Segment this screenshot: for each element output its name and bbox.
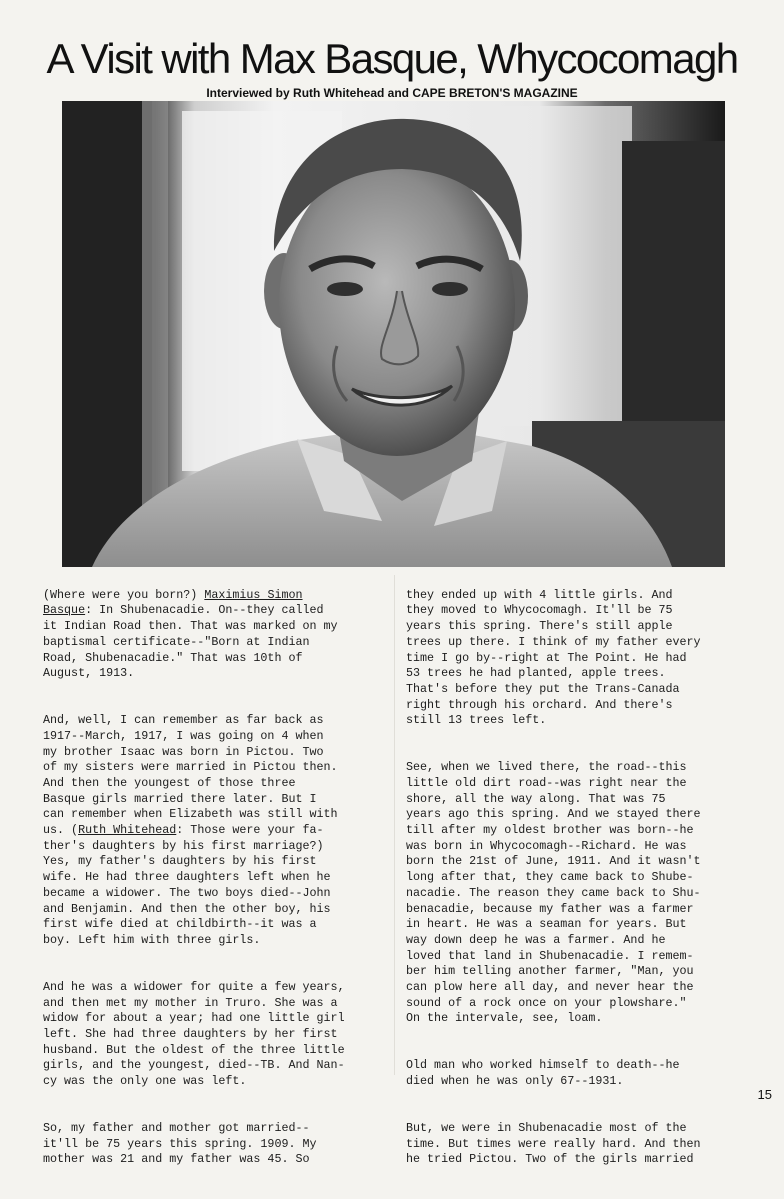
article-byline: Interviewed by Ruth Whitehead and CAPE BRETON'S MAGAZINE [206, 86, 578, 100]
right-text-column [406, 572, 751, 1199]
paragraph [43, 713, 383, 949]
paragraph: But, we were in Shubenacadie most of the time. But times were really hard. And then he tried Pictou. Two of the girls married [406, 1121, 701, 1167]
speaker-name-cont: Basque [43, 603, 86, 618]
paragraph: And he was a widower for quite a few years, and then met my mother in Truro. She was a widow for about a year; had one little girl left. She had three daughters by her first husband. But the oldest of the three little girls, and the youngest, died--TB. And Nan- cy was the only one was left. [43, 979, 345, 1089]
portrait-photo [62, 101, 725, 567]
left-text-column [43, 572, 383, 1199]
paragraph-text: : Those were your fa- ther's daughters by his first marriage?) Yes, my father's daughters by his first wife. He had three daughters left when he became a widower. The two boys died--John and Benjamin. And then the other boy, his first wife died at childbirth--it was a boy. Left him with three girls. [43, 823, 331, 947]
article-title: A Visit with Max Basque, Whycocomagh [46, 35, 738, 82]
page-number: 15 [757, 1087, 772, 1102]
interviewer-question: (Where were you born?) [43, 587, 205, 602]
interviewer-name: Ruth Whitehead [78, 823, 177, 838]
paragraph-text: And, well, I can remember as far back as 1917--March, 1917, I was going on 4 when my brother Isaac was born in Pictou. Two of my sisters were married in Pictou then. And then the youngest of those three Basque girls married there later. But I can remember when Elizabeth was still with us. ( [43, 713, 338, 838]
paragraph-text: it Indian Road then. That was marked on my baptismal certificate--"Born at Indian Road, Shubenacadie." That was 10th of August, 1913. [43, 619, 338, 681]
paragraph: So, my father and mother got married-- it'll be 75 years this spring. 1909. My mother was 21 and my father was 45. So [43, 1121, 317, 1167]
column-divider [394, 575, 395, 1075]
paragraph: See, when we lived there, the road--this little old dirt road--was right near the shore, all the way along. That was 75 years ago this spring. And we stayed there till after my oldest brother was born--he was born in Whycocomagh--Richard. He was born the 21st of June, 1911. And it wasn't long after that, they came back to Shube- nacadie. The reason they came back to Shu- benacadie, because my father was a farmer in heart. He was a seaman for years. But way down deep he was a farmer. And he loved that land in Shubenacadie. I remem- ber him telling another farmer, "Man, you can plow here all day, and never hear the sound of a rock once on your plowshare." On the intervale, see, loam. [406, 760, 701, 1026]
paragraph [43, 588, 383, 682]
speaker-name: Maximius Simon [204, 587, 303, 602]
paragraph: Old man who worked himself to death--he died when he was only 67--1931. [406, 1058, 680, 1089]
paragraph-text: : In Shubenacadie. On--they called [85, 603, 324, 618]
paragraph: they ended up with 4 little girls. And they moved to Whycocomagh. It'll be 75 years this spring. There's still apple trees up there. I think of my father every time I go by--right at The Point. He had 53 trees he had planted, apple trees. That's before they put the Trans-Canada right through his orchard. And there's still 13 trees left. [406, 587, 701, 728]
